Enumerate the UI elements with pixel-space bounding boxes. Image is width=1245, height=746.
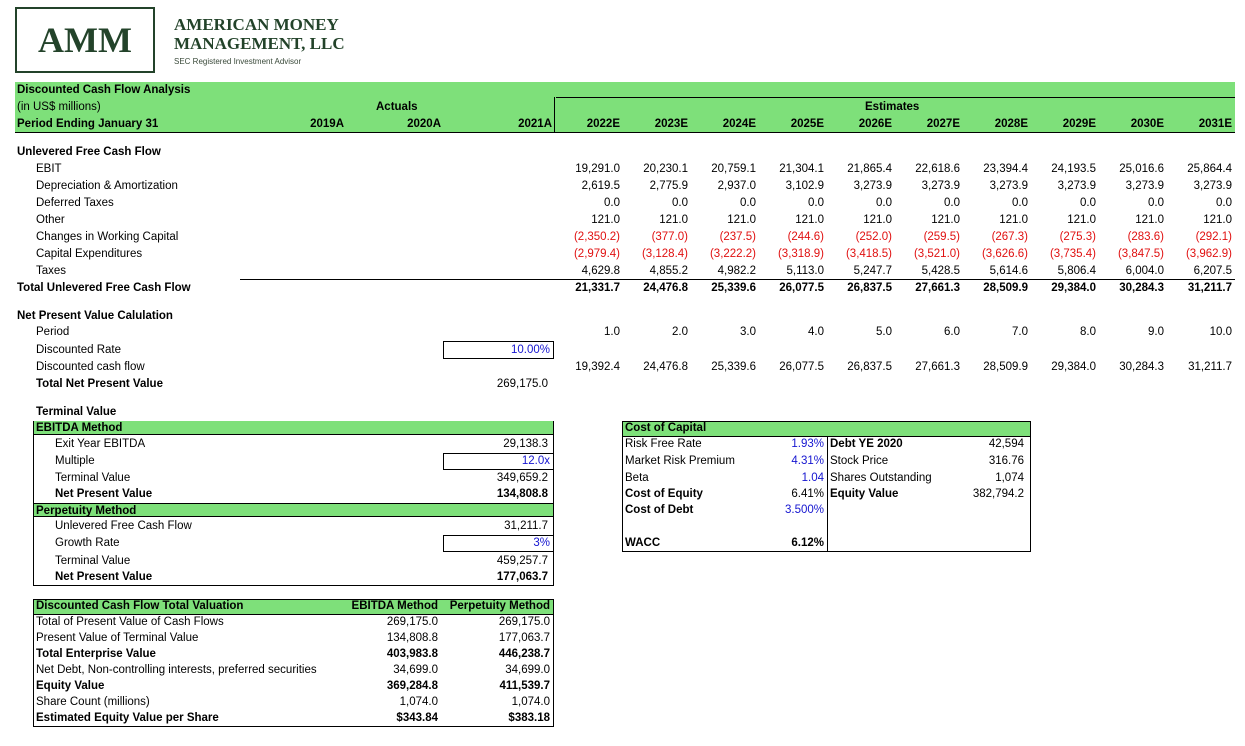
ufcf-cell: (3,521.0) (913, 248, 960, 260)
valuation-perpetuity-cell: 177,063.7 (498, 632, 550, 644)
estimates-rule (556, 97, 1235, 98)
total-npv-label: Total Net Present Value (36, 378, 163, 390)
period-cell: 4.0 (808, 326, 824, 338)
ufcf-cell: 24,193.5 (1051, 163, 1096, 175)
year-header: 2020A (407, 118, 441, 130)
ufcf-cell: 0.0 (1216, 197, 1232, 209)
ufcf-cell: 0.0 (672, 197, 688, 209)
dcf-label: Discounted cash flow (36, 361, 145, 373)
ufcf-cell: 121.0 (659, 214, 688, 226)
ufcf-total-cell: 21,331.7 (575, 282, 620, 294)
cod-label: Cost of Debt (625, 504, 694, 516)
year-header: 2025E (790, 118, 824, 130)
estimates-label: Estimates (865, 101, 920, 113)
dcf-cell: 27,661.3 (915, 361, 960, 373)
mrp-label: Market Risk Premium (625, 455, 735, 467)
npv-heading: Net Present Value Calulation (17, 310, 173, 322)
valuation-col-perpetuity: Perpetuity Method (449, 600, 550, 612)
ufcf-cell: (377.0) (651, 231, 688, 243)
year-header: 2024E (722, 118, 756, 130)
ufcf-cell: 121.0 (863, 214, 892, 226)
ufcf-cell: 20,759.1 (711, 163, 756, 175)
ufcf-cell: 0.0 (808, 197, 824, 209)
shares-outstanding-label: Shares Outstanding (830, 472, 932, 484)
ufcf-cell: (3,847.5) (1117, 248, 1164, 260)
npv-perp-value: 177,063.7 (496, 571, 548, 583)
ufcf-row-label: Deferred Taxes (36, 197, 114, 209)
ufcf-cell: 121.0 (795, 214, 824, 226)
period-cell: 7.0 (1012, 326, 1028, 338)
ufcf-cell: (3,222.2) (709, 248, 756, 260)
growth-rate-input[interactable]: 3% (443, 535, 554, 552)
npv-ebitda-value: 134,808.8 (496, 488, 548, 500)
period-label: Period (36, 326, 70, 338)
ufcf-cell: 3,273.9 (921, 180, 960, 192)
coe-label: Cost of Equity (625, 488, 703, 500)
ufcf-row-label: Depreciation & Amortization (36, 180, 178, 192)
tv-ebitda-value: 349,659.2 (496, 472, 548, 484)
dcf-cell: 26,077.5 (779, 361, 824, 373)
ufcf-cell: 3,273.9 (989, 180, 1028, 192)
ufcf-cell: (244.6) (787, 231, 824, 243)
stock-price-label: Stock Price (830, 455, 889, 467)
npv-perp-label: Net Present Value (55, 571, 153, 583)
ufcf-cell: (3,418.5) (845, 248, 892, 260)
year-header: 2019A (310, 118, 344, 130)
ufcf-cell: 121.0 (727, 214, 756, 226)
valuation-ebitda-cell: $343.84 (396, 712, 438, 724)
ufcf-cell: 20,230.1 (643, 163, 688, 175)
year-header: 2023E (654, 118, 688, 130)
ufcf-cell: 5,806.4 (1057, 265, 1096, 277)
sheet-title: Discounted Cash Flow Analysis (17, 84, 191, 96)
discount-rate-label: Discounted Rate (36, 344, 122, 356)
ufcf-cell: (292.1) (1195, 231, 1232, 243)
period-cell: 5.0 (876, 326, 892, 338)
ufcf-row-label: Other (36, 214, 65, 226)
terminal-value-heading: Terminal Value (36, 406, 117, 418)
exit-ebitda-label: Exit Year EBITDA (55, 438, 146, 450)
ufcf-cell: 3,102.9 (785, 180, 824, 192)
tv-perp-label: Terminal Value (55, 555, 131, 567)
dcf-cell: 29,384.0 (1051, 361, 1096, 373)
ufcf-cell: 0.0 (944, 197, 960, 209)
year-header: 2030E (1130, 118, 1164, 130)
dcf-cell: 30,284.3 (1119, 361, 1164, 373)
ufcf-cell: 21,865.4 (847, 163, 892, 175)
year-header: 2027E (926, 118, 960, 130)
debt-value: 42,594 (988, 438, 1024, 450)
dcf-cell: 28,509.9 (983, 361, 1028, 373)
ufcf-cell: 4,855.2 (649, 265, 688, 277)
ufcf-cell: (275.3) (1059, 231, 1096, 243)
period-cell: 3.0 (740, 326, 756, 338)
period-cell: 8.0 (1080, 326, 1096, 338)
coc-divider (827, 436, 828, 552)
valuation-perpetuity-cell: 411,539.7 (499, 680, 550, 692)
perpetuity-method-header: Perpetuity Method (34, 503, 553, 517)
rf-value[interactable]: 1.93% (791, 438, 824, 450)
ufcf-cell: 4,629.8 (581, 265, 620, 277)
ufcf-total-cell: 24,476.8 (643, 282, 688, 294)
ufcf-cell: (237.5) (719, 231, 756, 243)
ufcf-heading: Unlevered Free Cash Flow (17, 146, 161, 158)
valuation-ebitda-cell: 369,284.8 (386, 680, 438, 692)
ufcf-cell: 0.0 (1012, 197, 1028, 209)
ufcf-cell: 3,273.9 (1193, 180, 1232, 192)
ufcf-cell: 0.0 (1148, 197, 1164, 209)
year-header: 2029E (1062, 118, 1096, 130)
ufcf-cell: 5,113.0 (786, 265, 824, 277)
equity-value-value: 382,794.2 (972, 488, 1024, 500)
ufcf-total-rule (240, 279, 1235, 280)
year-header: 2031E (1198, 118, 1232, 130)
valuation-ebitda-cell: 134,808.8 (386, 632, 438, 644)
cost-of-capital-title: Cost of Capital (625, 422, 707, 434)
firm-name-line1: AMERICAN MONEY (174, 15, 339, 34)
ufcf-cell: 121.0 (1067, 214, 1096, 226)
dcf-cell: 24,476.8 (643, 361, 688, 373)
valuation-row-label: Estimated Equity Value per Share (36, 712, 219, 724)
ufcf-cell: (2,350.2) (573, 231, 620, 243)
period-cell: 6.0 (944, 326, 960, 338)
ufcf-cell: 0.0 (876, 197, 892, 209)
ufcf-total-cell: 28,509.9 (983, 282, 1028, 294)
banner-bottom-border (15, 132, 1235, 133)
ufcf-cell: 23,394.4 (983, 163, 1028, 175)
ufcf-cell: 2,937.0 (717, 180, 756, 192)
ufcf-cell: 19,291.0 (575, 163, 620, 175)
beta-value[interactable]: 1.04 (801, 472, 824, 484)
ufcf-total-cell: 26,077.5 (779, 282, 824, 294)
ufcf-cell: 5,614.6 (989, 265, 1028, 277)
ufcf-cell: (283.6) (1127, 231, 1164, 243)
ufcf-total-cell: 31,211.7 (1187, 282, 1232, 294)
ufcf-cell: (3,626.6) (981, 248, 1028, 260)
period-cell: 10.0 (1209, 326, 1232, 338)
ufcf-cell: 2,619.5 (581, 180, 620, 192)
ufcf-cell: (3,735.4) (1049, 248, 1096, 260)
tv-perp-value: 459,257.7 (496, 555, 548, 567)
valuation-ebitda-cell: 269,175.0 (386, 616, 438, 628)
ufcf-cell: 121.0 (1135, 214, 1164, 226)
period-cell: 2.0 (672, 326, 688, 338)
valuation-row-label: Net Debt, Non-controlling interests, preferred securities (36, 664, 317, 676)
valuation-row-label: Equity Value (36, 680, 105, 692)
ufcf-cell: (252.0) (855, 231, 892, 243)
year-header: 2021A (518, 118, 552, 130)
valuation-title: Discounted Cash Flow Total Valuation (36, 600, 244, 612)
ufcf-cell: 0.0 (740, 197, 756, 209)
ufcf-cell: (3,962.9) (1185, 248, 1232, 260)
stock-price-value: 316.76 (988, 455, 1024, 467)
year-header: 2026E (858, 118, 892, 130)
ufcf-cell: 5,247.7 (853, 265, 892, 277)
valuation-col-ebitda: EBITDA Method (351, 600, 438, 612)
ufcf-total-cell: 30,284.3 (1119, 282, 1164, 294)
multiple-label: Multiple (55, 455, 95, 467)
ufcf-cell: 25,864.4 (1187, 163, 1232, 175)
ufcf-cell: 121.0 (591, 214, 620, 226)
ufcf-cell: 6,004.0 (1125, 265, 1164, 277)
dcf-cell: 26,837.5 (847, 361, 892, 373)
amm-logo: AMM (15, 7, 155, 73)
ufcf-cell: (2,979.4) (573, 248, 620, 260)
ufcf-cell: 2,775.9 (649, 180, 688, 192)
year-header: 2022E (586, 118, 620, 130)
equity-value-label: Equity Value (830, 488, 899, 500)
growth-rate-label: Growth Rate (55, 537, 120, 549)
dcf-cell: 31,211.7 (1188, 361, 1232, 373)
valuation-perpetuity-cell: 34,699.0 (505, 664, 550, 676)
ufcf-cell: (267.3) (991, 231, 1028, 243)
currency-note: (in US$ millions) (17, 101, 101, 113)
wacc-value: 6.12% (791, 537, 824, 549)
ufcf-row-label: Changes in Working Capital (36, 231, 179, 243)
total-npv-value: 269,175.0 (496, 378, 548, 390)
period-cell: 1.0 (604, 326, 620, 338)
ufcf-cell: 121.0 (1203, 214, 1232, 226)
ufcf-row-label: Taxes (36, 265, 67, 277)
rf-label: Risk Free Rate (625, 438, 702, 450)
actuals-divider (554, 97, 555, 132)
valuation-ebitda-cell: 1,074.0 (399, 696, 438, 708)
ufcf-cell: 6,207.5 (1193, 265, 1232, 277)
valuation-row-label: Total Enterprise Value (36, 648, 156, 660)
ufcf-cell: 0.0 (1080, 197, 1096, 209)
ufcf-cell: 3,273.9 (1125, 180, 1164, 192)
firm-name-line2: MANAGEMENT, LLC (174, 34, 345, 53)
beta-label: Beta (625, 472, 649, 484)
ufcf-total-cell: 26,837.5 (847, 282, 892, 294)
valuation-row-label: Present Value of Terminal Value (36, 632, 199, 644)
ufcf-total-cell: 27,661.3 (915, 282, 960, 294)
debt-label: Debt YE 2020 (830, 438, 903, 450)
ufcf-cell: 4,982.2 (717, 265, 756, 277)
mrp-value[interactable]: 4.31% (791, 455, 824, 467)
perp-ufcf-label: Unlevered Free Cash Flow (55, 520, 192, 532)
npv-ebitda-label: Net Present Value (55, 488, 153, 500)
valuation-perpetuity-cell: $383.18 (508, 712, 550, 724)
firm-tagline: SEC Registered Investment Advisor (174, 57, 302, 66)
ufcf-cell: (3,318.9) (777, 248, 824, 260)
ufcf-cell: 0.0 (604, 197, 620, 209)
dcf-cell: 19,392.4 (575, 361, 620, 373)
coe-value: 6.41% (791, 488, 824, 500)
valuation-perpetuity-cell: 1,074.0 (511, 696, 550, 708)
dcf-cell: 25,339.6 (711, 361, 756, 373)
ufcf-cell: 3,273.9 (1057, 180, 1096, 192)
ufcf-cell: 5,428.5 (921, 265, 960, 277)
discount-rate-input[interactable]: 10.00% (443, 341, 554, 359)
valuation-row-label: Share Count (millions) (36, 696, 150, 708)
actuals-label: Actuals (376, 101, 418, 113)
valuation-ebitda-cell: 34,699.0 (393, 664, 438, 676)
ufcf-cell: 121.0 (999, 214, 1028, 226)
ufcf-cell: 3,273.9 (853, 180, 892, 192)
ufcf-total-cell: 25,339.6 (711, 282, 756, 294)
ufcf-row-label: EBIT (36, 163, 62, 175)
year-header: 2028E (994, 118, 1028, 130)
multiple-input[interactable]: 12.0x (443, 453, 554, 470)
period-cell: 9.0 (1148, 326, 1164, 338)
perp-ufcf-value: 31,211.7 (504, 520, 548, 532)
cod-value[interactable]: 3.500% (784, 504, 824, 516)
ufcf-cell: 25,016.6 (1119, 163, 1164, 175)
ufcf-cell: 121.0 (931, 214, 960, 226)
ufcf-total-label: Total Unlevered Free Cash Flow (17, 282, 191, 294)
ufcf-row-label: Capital Expenditures (36, 248, 143, 260)
valuation-perpetuity-cell: 269,175.0 (498, 616, 550, 628)
ufcf-cell: 21,304.1 (779, 163, 824, 175)
ufcf-total-cell: 29,384.0 (1051, 282, 1096, 294)
ebitda-method-header: EBITDA Method (34, 421, 553, 435)
valuation-row-label: Total of Present Value of Cash Flows (36, 616, 224, 628)
ufcf-cell: (3,128.4) (641, 248, 688, 260)
valuation-perpetuity-cell: 446,238.7 (498, 648, 550, 660)
valuation-ebitda-cell: 403,983.8 (386, 648, 438, 660)
wacc-label: WACC (625, 537, 661, 549)
ufcf-cell: (259.5) (923, 231, 960, 243)
period-ending-label: Period Ending January 31 (17, 118, 159, 130)
exit-ebitda-value: 29,138.3 (503, 438, 548, 450)
ufcf-cell: 22,618.6 (915, 163, 960, 175)
shares-outstanding-value: 1,074 (995, 472, 1024, 484)
tv-ebitda-label: Terminal Value (55, 472, 131, 484)
